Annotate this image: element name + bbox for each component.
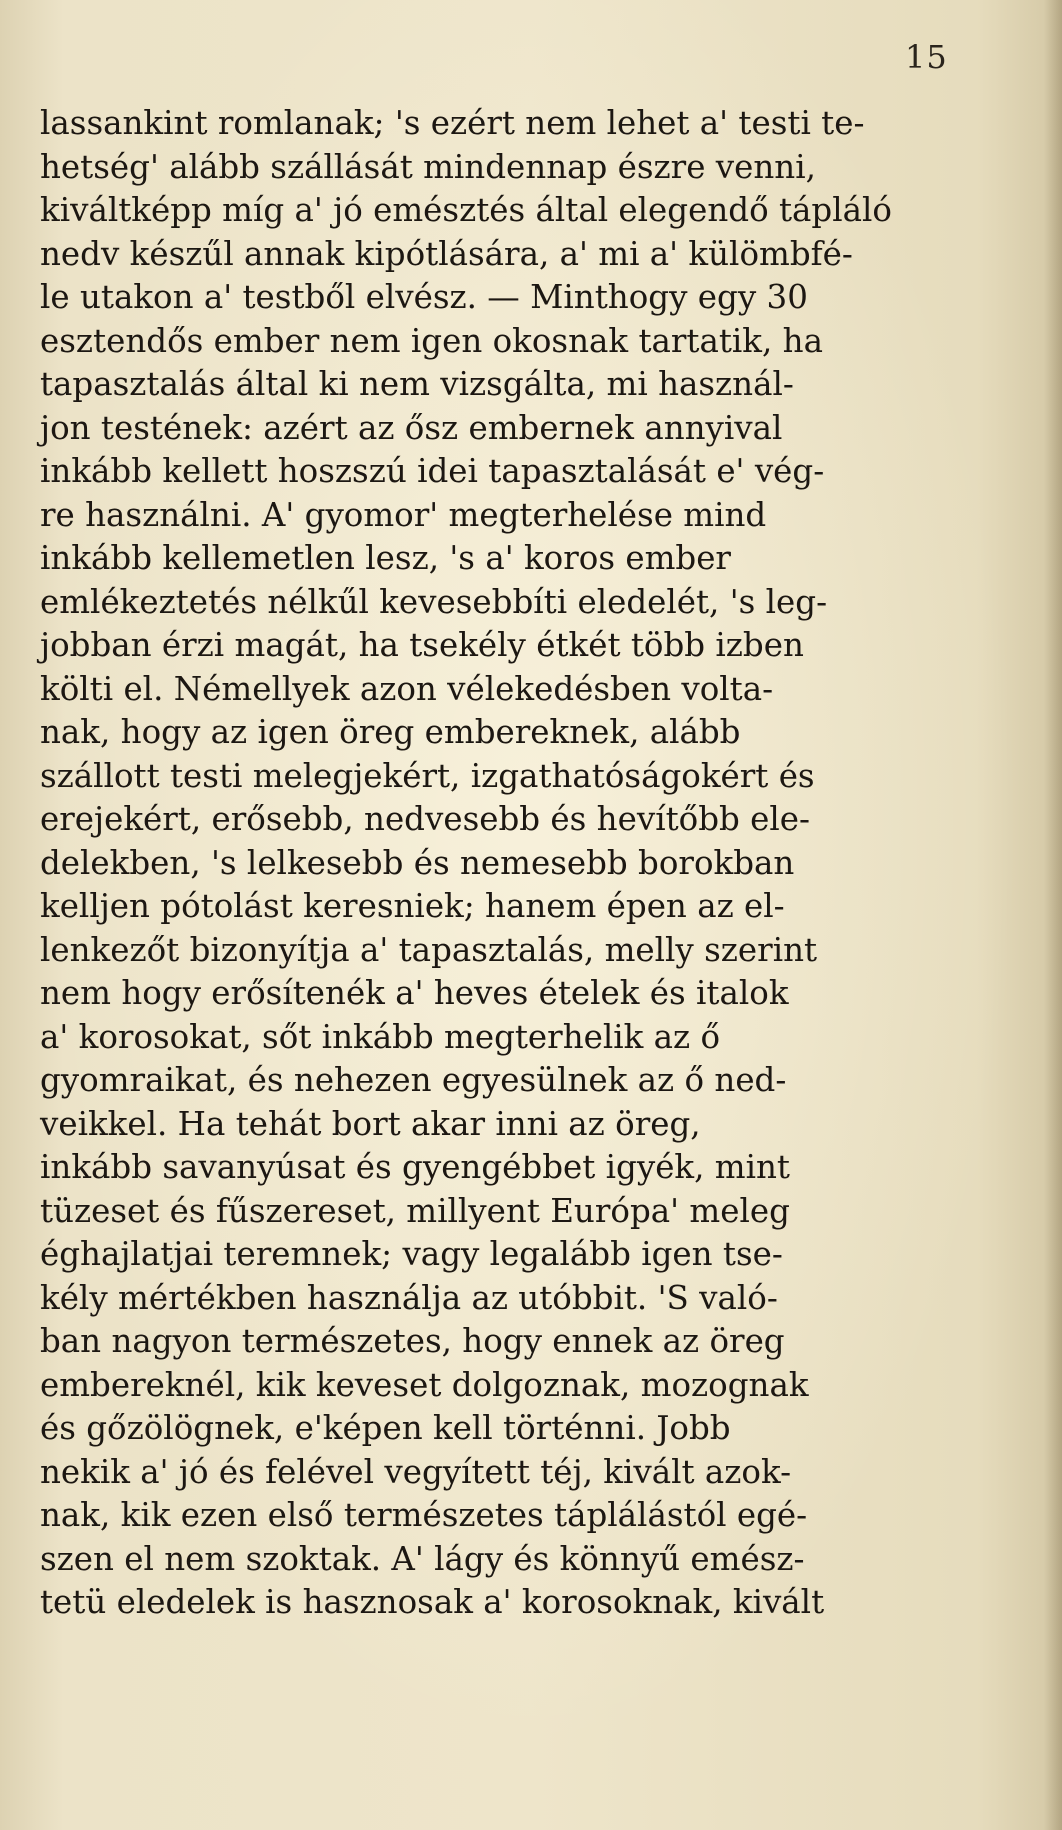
text-line: embereknél, kik keveset dolgoznak, mozognak (40, 1365, 809, 1404)
text-line: nak, kik ezen első természetes táplálástól egé- (40, 1496, 808, 1534)
page-edge-shadow (1044, 0, 1062, 1830)
text-line: lassankint romlanak; 's ezért nem lehet a' testi te- (40, 104, 865, 142)
text-line: kiváltképp míg a' jó emésztés által elegendő tápláló (40, 191, 892, 229)
text-line: re használni. A' gyomor' megterhelése mind (40, 495, 767, 534)
text-line: le utakon a' testből elvész. — Minthogy egy 30 (40, 278, 808, 316)
text-line: és gőzölögnek, e'képen kell történni. Jobb (40, 1409, 731, 1447)
text-line: inkább savanyúsat és gyengébbet igyék, mint (40, 1148, 790, 1186)
text-line: hetség' alább szállását mindennap észre venni, (40, 147, 816, 186)
text-line: a' korosokat, sőt inkább megterhelik az ő (40, 1017, 721, 1056)
text-line: jon testének: azért az ősz embernek annyival (40, 408, 783, 447)
text-line: ban nagyon természetes, hogy ennek az öreg (40, 1322, 785, 1360)
text-line: veikkel. Ha tehát bort akar inni az öreg, (40, 1104, 701, 1143)
page-number: 15 (905, 38, 948, 76)
text-line: esztendős ember nem igen okosnak tartatik, ha (40, 321, 823, 360)
text-line: nedv készűl annak kipótlására, a' mi a' külömbfé- (40, 234, 853, 273)
text-line: tapasztalás által ki nem vizsgálta, mi használ- (40, 365, 794, 403)
text-line: jobban érzi magát, ha tsekély étkét több izben (40, 626, 804, 664)
text-line: erejekért, erősebb, nedvesebb és hevítőbb ele- (40, 800, 811, 838)
text-line: szállott testi melegjekért, izgathatóságokért és (40, 756, 815, 795)
text-line: nak, hogy az igen öreg embereknek, alább (40, 713, 741, 751)
text-line: költi el. Némellyek azon vélekedésben volta- (40, 669, 774, 708)
text-line: delekben, 's lelkesebb és nemesebb borokban (40, 843, 795, 882)
text-line: szen el nem szoktak. A' lágy és könnyű emész- (40, 1539, 805, 1578)
text-line: emlékeztetés nélkűl kevesebbíti eledelét, 's leg- (40, 582, 828, 621)
text-line: éghajlatjai teremnek; vagy legalább igen tse- (40, 1235, 783, 1273)
text-line: gyomraikat, és nehezen egyesülnek az ő ned- (40, 1061, 787, 1099)
text-line: nem hogy erősítenék a' heves ételek és italok (40, 974, 789, 1012)
text-line: inkább kellemetlen lesz, 's a' koros ember (40, 539, 731, 577)
text-line: tüzeset és fűszereset, millyent Európa' meleg (40, 1191, 790, 1230)
text-line: tetü eledelek is hasznosak a' korosoknak, kivált (40, 1583, 825, 1621)
body-text (40, 102, 1012, 1625)
text-line: kély mértékben használja az utóbbit. 'S való- (40, 1278, 778, 1317)
text-line: inkább kellett hoszszú idei tapasztalását e' vég- (40, 452, 825, 490)
text-line: kelljen pótolást keresniek; hanem épen az el- (40, 887, 785, 925)
text-line: lenkezőt bizonyítja a' tapasztalás, melly szerint (40, 930, 818, 969)
text-line: nekik a' jó és felével vegyített téj, kivált azok- (40, 1452, 792, 1491)
